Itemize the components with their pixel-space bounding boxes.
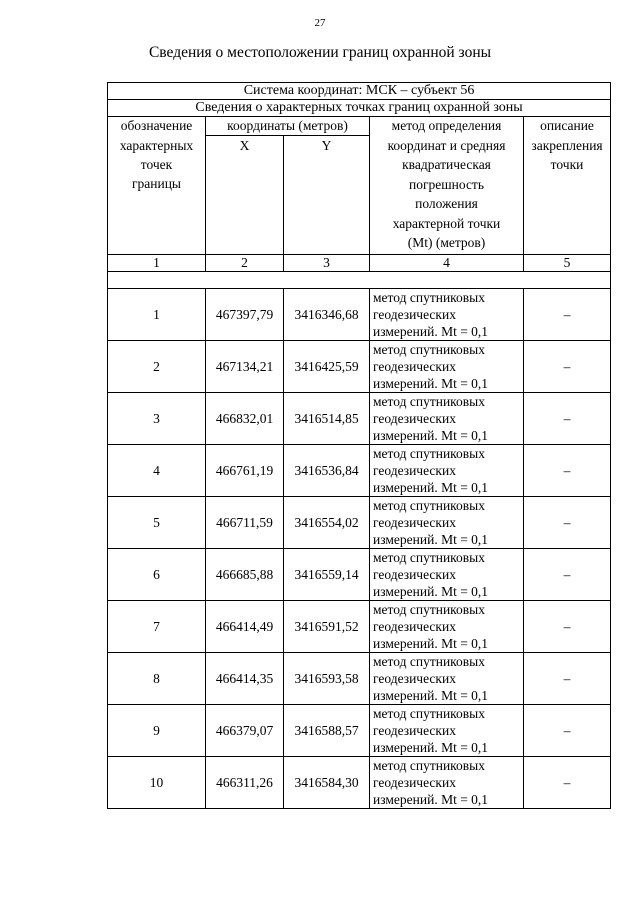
method-line: метод спутниковых (373, 550, 485, 565)
method-line: измерений. Mt = 0,1 (373, 740, 489, 755)
coordinate-y: 3416593,58 (284, 653, 370, 705)
table-row (108, 705, 611, 757)
method-line: метод спутниковых (373, 758, 485, 773)
header-point-line: характерных (119, 137, 194, 153)
document-title: Сведения о местоположении границ охранной зоны (148, 44, 492, 61)
coordinate-y: 3416346,68 (284, 289, 370, 341)
table-row (108, 653, 611, 705)
column-number: 5 (524, 255, 611, 272)
table-row (108, 497, 611, 549)
point-number: 5 (108, 497, 206, 549)
coordinate-system-row (108, 83, 611, 100)
header-method-line: (Mt) (метров) (407, 235, 486, 251)
coordinate-system: Система координат: МСК – субъект 56 (108, 83, 611, 100)
method-cell (370, 653, 524, 705)
method-line: метод спутниковых (373, 706, 485, 721)
point-number: 8 (108, 653, 206, 705)
blank-cell (108, 272, 611, 289)
method-line: геодезических (373, 463, 456, 478)
method-cell (370, 549, 524, 601)
header-point-line: границы (131, 175, 182, 191)
method-line: геодезических (373, 515, 456, 530)
method-line: метод спутниковых (373, 290, 485, 305)
coordinate-x: 466761,19 (206, 445, 284, 497)
column-number: 2 (206, 255, 284, 272)
point-number: 2 (108, 341, 206, 393)
method-line: метод спутниковых (373, 602, 485, 617)
method-cell (370, 445, 524, 497)
header-method-line: координат и средняя (387, 137, 506, 153)
header-point-line1: обозначение (108, 117, 206, 136)
header-row-top (108, 117, 611, 136)
coordinate-y: 3416514,85 (284, 393, 370, 445)
table-row (108, 289, 611, 341)
column-number: 3 (284, 255, 370, 272)
header-row-bottom (108, 136, 611, 255)
method-cell (370, 705, 524, 757)
method-line: геодезических (373, 567, 456, 582)
column-number: 1 (108, 255, 206, 272)
point-description: – (524, 653, 611, 705)
method-line: метод спутниковых (373, 342, 485, 357)
coordinate-x: 466685,88 (206, 549, 284, 601)
method-line: геодезических (373, 723, 456, 738)
coordinate-y: 3416591,52 (284, 601, 370, 653)
header-desc-rest (524, 136, 611, 255)
coordinate-x: 466414,49 (206, 601, 284, 653)
table-row (108, 757, 611, 809)
method-line: метод спутниковых (373, 446, 485, 461)
method-cell (370, 393, 524, 445)
method-line: измерений. Mt = 0,1 (373, 324, 489, 339)
coordinate-x: 467134,21 (206, 341, 284, 393)
point-description: – (524, 757, 611, 809)
column-numbers-row (108, 255, 611, 272)
header-method-line: квадратическая (402, 157, 491, 173)
method-line: геодезических (373, 775, 456, 790)
point-description: – (524, 393, 611, 445)
point-number: 9 (108, 705, 206, 757)
header-y: Y (284, 136, 370, 255)
point-number: 4 (108, 445, 206, 497)
point-description: – (524, 549, 611, 601)
method-line: метод спутниковых (373, 498, 485, 513)
method-line: измерений. Mt = 0,1 (373, 532, 489, 547)
page-number: 27 (314, 17, 326, 29)
table-row (108, 549, 611, 601)
coordinate-x: 466832,01 (206, 393, 284, 445)
column-number: 4 (370, 255, 524, 272)
table-row (108, 341, 611, 393)
table-row (108, 445, 611, 497)
blank-row (108, 272, 611, 289)
method-line: измерений. Mt = 0,1 (373, 584, 489, 599)
header-desc-line: закрепления (531, 137, 603, 153)
header-coordinates: координаты (метров) (206, 117, 370, 136)
point-description: – (524, 705, 611, 757)
coordinate-y: 3416559,14 (284, 549, 370, 601)
header-point-line: точек (140, 156, 173, 172)
method-cell (370, 289, 524, 341)
method-line: геодезических (373, 307, 456, 322)
method-line: измерений. Mt = 0,1 (373, 688, 489, 703)
header-desc-line1: описание (524, 117, 611, 136)
method-line: геодезических (373, 671, 456, 686)
coordinate-x: 466414,35 (206, 653, 284, 705)
point-number: 7 (108, 601, 206, 653)
coordinate-x: 466311,26 (206, 757, 284, 809)
method-line: измерений. Mt = 0,1 (373, 480, 489, 495)
header-method-rest (370, 136, 524, 255)
point-number: 10 (108, 757, 206, 809)
header-method-line: положения (415, 196, 478, 212)
method-line: измерений. Mt = 0,1 (373, 376, 489, 391)
method-cell (370, 757, 524, 809)
table-row (108, 601, 611, 653)
method-cell (370, 341, 524, 393)
method-line: метод спутниковых (373, 394, 485, 409)
header-method-line1: метод определения (370, 117, 524, 136)
header-x: X (206, 136, 284, 255)
method-line: измерений. Mt = 0,1 (373, 636, 489, 651)
method-line: измерений. Mt = 0,1 (373, 428, 489, 443)
coordinate-y: 3416584,30 (284, 757, 370, 809)
coordinate-y: 3416425,59 (284, 341, 370, 393)
table-subtitle-row (108, 100, 611, 117)
table-row (108, 393, 611, 445)
header-point-rest (108, 136, 206, 255)
coordinate-y: 3416536,84 (284, 445, 370, 497)
point-description: – (524, 289, 611, 341)
coordinate-y: 3416588,57 (284, 705, 370, 757)
header-method-line: погрешность (408, 176, 484, 192)
method-line: геодезических (373, 359, 456, 374)
point-description: – (524, 341, 611, 393)
coordinate-x: 466379,07 (206, 705, 284, 757)
method-line: геодезических (373, 411, 456, 426)
point-description: – (524, 445, 611, 497)
method-cell (370, 497, 524, 549)
coordinate-y: 3416554,02 (284, 497, 370, 549)
table-subtitle: Сведения о характерных точках границ охранной зоны (108, 100, 611, 117)
point-number: 1 (108, 289, 206, 341)
method-line: измерений. Mt = 0,1 (373, 792, 489, 807)
boundary-points-table (107, 82, 611, 809)
point-number: 3 (108, 393, 206, 445)
method-cell (370, 601, 524, 653)
point-description: – (524, 497, 611, 549)
header-desc-line: точки (550, 156, 584, 172)
header-method-line: характерной точки (392, 215, 501, 231)
coordinate-x: 466711,59 (206, 497, 284, 549)
method-line: геодезических (373, 619, 456, 634)
point-description: – (524, 601, 611, 653)
method-line: метод спутниковых (373, 654, 485, 669)
point-number: 6 (108, 549, 206, 601)
coordinate-x: 467397,79 (206, 289, 284, 341)
